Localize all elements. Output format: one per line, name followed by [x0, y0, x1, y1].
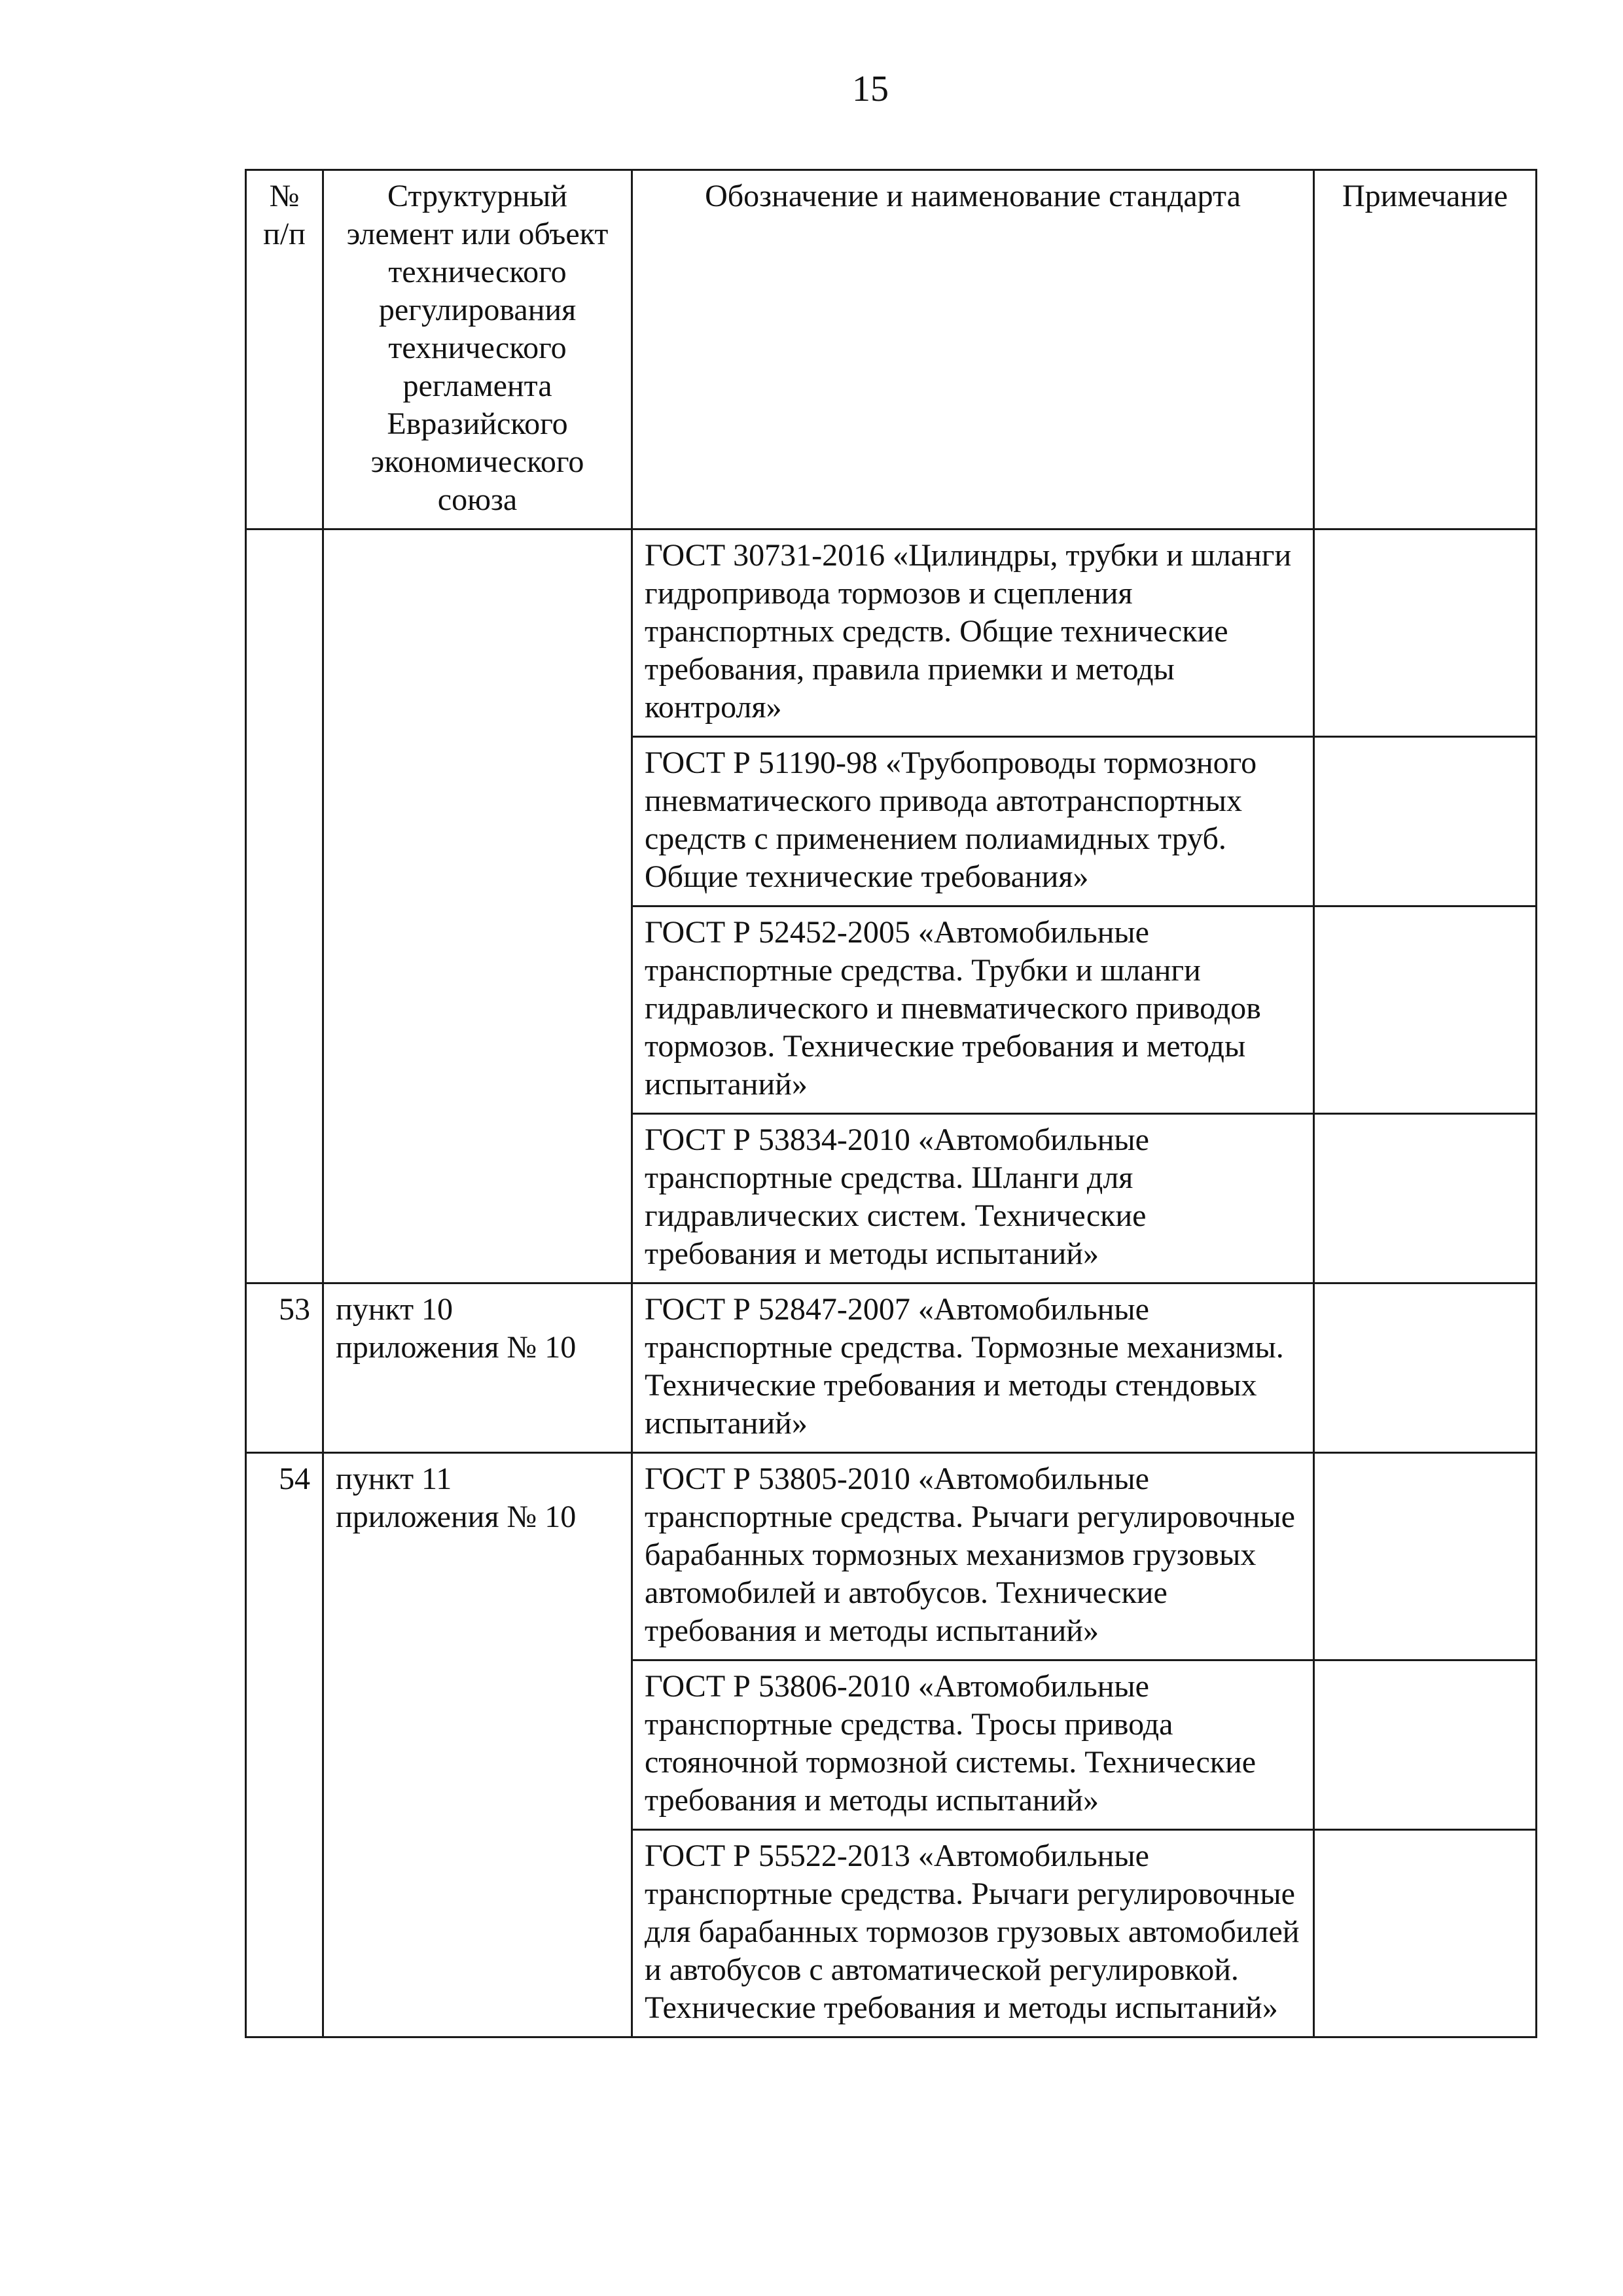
- row-element: пункт 10 приложения № 10: [323, 1283, 632, 1453]
- row-standard: ГОСТ Р 53806-2010 «Автомобильные транспортные средства. Тросы привода стояночной тормозной системы. Технические требования и методы испытаний»: [632, 1660, 1314, 1830]
- row-standard: ГОСТ Р 52847-2007 «Автомобильные транспортные средства. Тормозные механизмы. Технические требования и методы стендовых испытаний»: [632, 1283, 1314, 1453]
- row-standard: ГОСТ Р 51190-98 «Трубопроводы тормозного пневматического привода автотранспортных средств с применением полиамидных труб. Общие технические требования»: [632, 737, 1314, 906]
- standards-table: [245, 169, 1537, 2038]
- row-element: пункт 11 приложения № 10: [323, 1453, 632, 2037]
- row-note: [1314, 1283, 1537, 1453]
- header-element: Структурный элемент или объект технического регулирования технического регламента Евразийского экономического союза: [323, 170, 632, 529]
- row-note: [1314, 1830, 1537, 2037]
- row-num: 54: [246, 1453, 323, 2037]
- row-element: [323, 529, 632, 1283]
- table-row: [246, 1453, 1537, 1660]
- row-standard: ГОСТ Р 53805-2010 «Автомобильные транспортные средства. Рычаги регулировочные барабанных тормозных механизмов грузовых автомобилей и автобусов. Технические требования и методы испытаний»: [632, 1453, 1314, 1660]
- row-note: [1314, 1453, 1537, 1660]
- row-num: 53: [246, 1283, 323, 1453]
- page-number: 15: [852, 69, 889, 109]
- row-standard: ГОСТ Р 52452-2005 «Автомобильные транспортные средства. Трубки и шланги гидравлического и пневматического приводов тормозов. Технические требования и методы испытаний»: [632, 906, 1314, 1114]
- row-note: [1314, 1660, 1537, 1830]
- row-standard: ГОСТ 30731-2016 «Цилиндры, трубки и шланги гидропривода тормозов и сцепления транспортных средств. Общие технические требования, правила приемки и методы контроля»: [632, 529, 1314, 737]
- row-standard: ГОСТ Р 53834-2010 «Автомобильные транспортные средства. Шланги для гидравлических систем. Технические требования и методы испытаний»: [632, 1114, 1314, 1283]
- header-note: Примечание: [1314, 170, 1537, 529]
- row-note: [1314, 1114, 1537, 1283]
- table-header-row: [246, 170, 1537, 529]
- row-note: [1314, 906, 1537, 1114]
- row-standard: ГОСТ Р 55522-2013 «Автомобильные транспортные средства. Рычаги регулировочные для барабанных тормозов грузовых автомобилей и автобусов с автоматической регулировкой. Технические требования и методы испытаний»: [632, 1830, 1314, 2037]
- table-row: [246, 1283, 1537, 1453]
- row-note: [1314, 737, 1537, 906]
- header-num: № п/п: [246, 170, 323, 529]
- header-standard: Обозначение и наименование стандарта: [632, 170, 1314, 529]
- row-note: [1314, 529, 1537, 737]
- table-row: [246, 529, 1537, 737]
- row-num: [246, 529, 323, 1283]
